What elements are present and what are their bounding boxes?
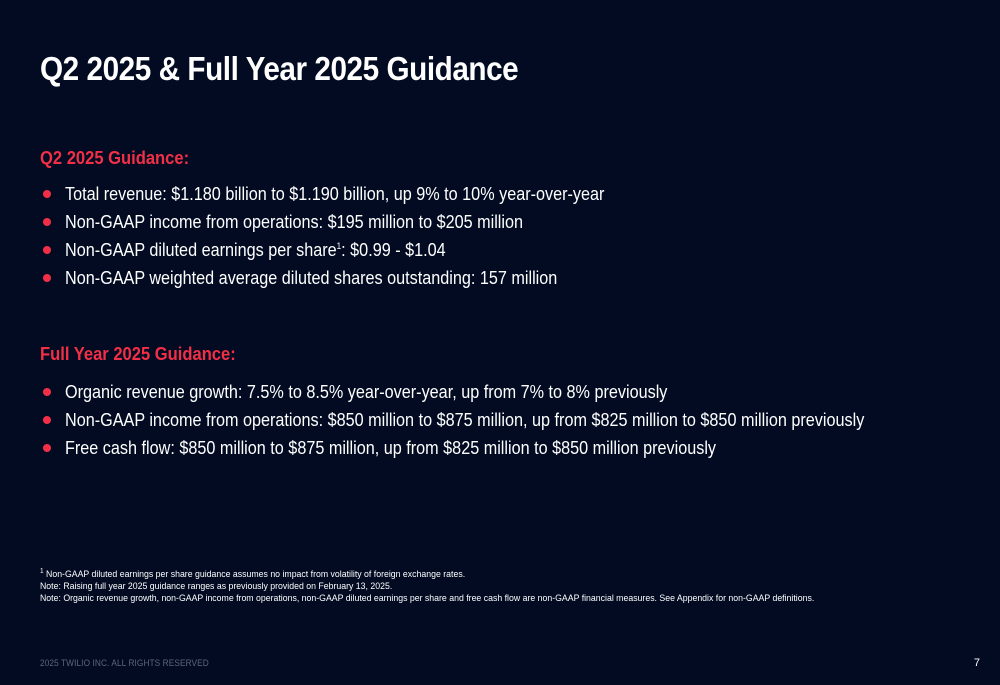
note-raising-guidance: Note: Raising full year 2025 guidance ranges as previously provided on February 13, 2025. [40, 581, 393, 592]
list-item [40, 378, 953, 406]
list-item [40, 264, 664, 292]
list-item [40, 180, 664, 208]
bullet-text [65, 236, 446, 264]
eps-value: : $0.99 - $1.04 [341, 240, 446, 260]
eps-label: Non-GAAP diluted earnings per share [65, 240, 337, 260]
list-item [40, 434, 953, 462]
list-item [40, 236, 664, 264]
bullet-icon [43, 416, 51, 424]
footnote-1: $^1$ Non-GAAP diluted earnings per share guidance assumes no impact from volatility of foreign exchange rates. [40, 568, 466, 580]
bullet-icon [43, 218, 51, 226]
slide-title: Q2 2025 & Full Year 2025 Guidance [40, 50, 519, 87]
bullet-icon [43, 246, 51, 254]
list-item [40, 208, 664, 236]
q2-guidance-list [40, 180, 664, 292]
q2-guidance-heading: Q2 2025 Guidance: [40, 148, 190, 168]
bullet-text: Non-GAAP weighted average diluted shares outstanding: 157 million [65, 268, 558, 288]
bullet-text: Non-GAAP income from operations: $850 million to $875 million, up from $825 million to $850 million previously [65, 410, 865, 430]
bullet-icon [43, 444, 51, 452]
bullet-icon [43, 388, 51, 396]
bullet-text: Total revenue: $1.180 billion to $1.190 billion, up 9% to 10% year-over-year [65, 184, 605, 204]
fy-guidance-heading: Full Year 2025 Guidance: [40, 344, 236, 364]
note-non-gaap: Note: Organic revenue growth, non-GAAP income from operations, non-GAAP diluted earnings per share and free cash flow are non-GAAP financial measures. See Appendix for non-GAAP definitions. [40, 593, 815, 604]
bullet-text: Organic revenue growth: 7.5% to 8.5% year-over-year, up from 7% to 8% previously [65, 382, 668, 402]
fy-guidance-list [40, 378, 953, 462]
footnotes [40, 569, 814, 605]
bullet-text: Non-GAAP income from operations: $195 million to $205 million [65, 212, 524, 232]
bullet-icon [43, 274, 51, 282]
footnote-marker: 1 [40, 568, 44, 575]
bullet-icon [43, 190, 51, 198]
list-item [40, 406, 953, 434]
footnote-marker: 1 [336, 241, 342, 251]
page-number: 7 [973, 657, 980, 669]
bullet-text: Free cash flow: $850 million to $875 million, up from $825 million to $850 million previously [65, 438, 717, 458]
copyright-notice: 2025 TWILIO INC. ALL RIGHTS RESERVED [40, 658, 209, 668]
